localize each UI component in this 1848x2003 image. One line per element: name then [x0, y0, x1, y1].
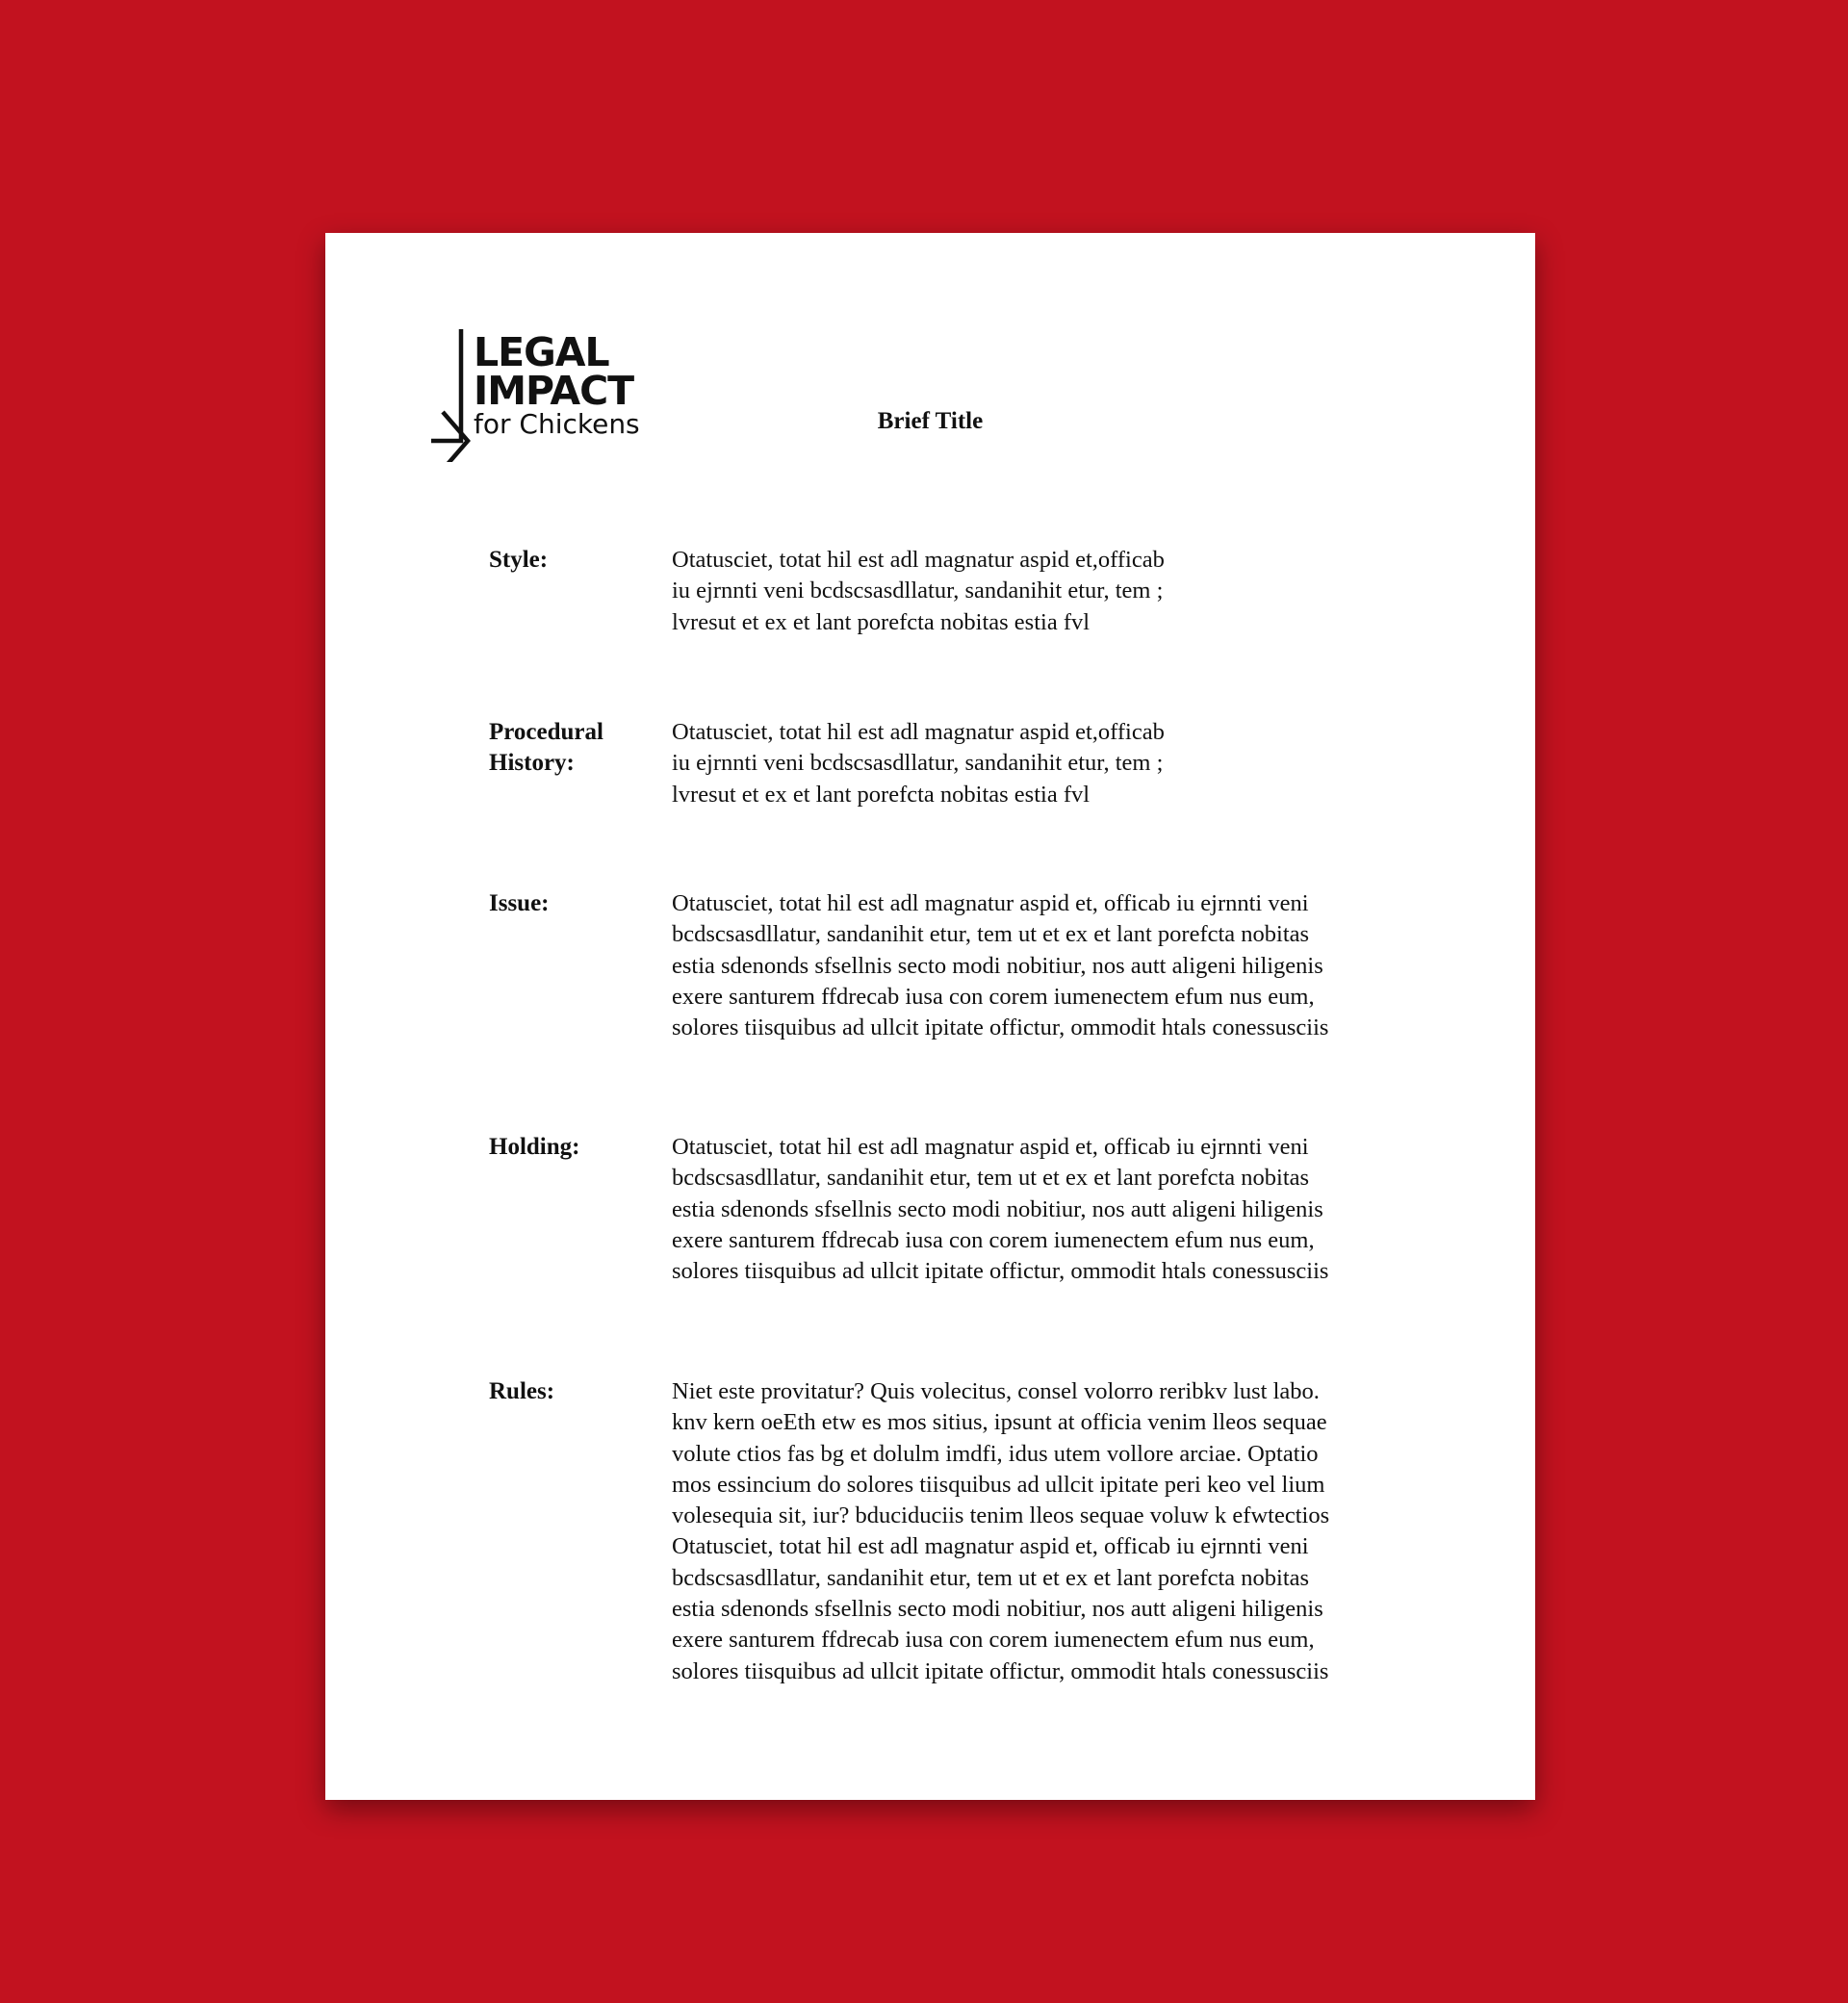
- section-label: [489, 1376, 662, 1407]
- section-label: [489, 545, 662, 576]
- logo-line-for-chickens: for Chickens: [474, 408, 640, 440]
- section-body: [672, 1376, 1403, 1687]
- body-line: lvresut et ex et lant porefcta nobitas estia fvl: [672, 781, 1091, 808]
- body-line: Niet este provitatur? Quis volecitus, consel volorro reribkv lust labo.: [672, 1378, 1320, 1404]
- body-line: estia sdenonds sfsellnis secto modi nobitiur, nos autt aligeni hiligenis: [672, 1596, 1323, 1623]
- document-page: [325, 233, 1535, 1800]
- section-label-line: Procedural: [489, 719, 603, 745]
- section-label: [489, 1132, 662, 1163]
- body-line: bcdscsasdllatur, sandanihit etur, tem ut et ex et lant porefcta nobitas: [672, 921, 1310, 948]
- body-line: Otatusciet, totat hil est adl magnatur aspid et, officab iu ejrnnti veni: [672, 1533, 1309, 1560]
- logo-line-legal: LEGAL: [474, 329, 609, 375]
- body-line: solores tiisquibus ad ullcit ipitate offictur, ommodit htals conessusciis: [672, 1657, 1329, 1684]
- section-body: [672, 1132, 1403, 1287]
- section-label: [489, 888, 662, 919]
- body-line: exere santurem ffdrecab iusa con corem iumenectem efum nus eum,: [672, 1226, 1315, 1253]
- body-line: solores tiisquibus ad ullcit ipitate offictur, ommodit htals conessusciis: [672, 1258, 1329, 1285]
- body-line: volesequia sit, iur? bduciduciis tenim lleos sequae voluw k efwtectios: [672, 1502, 1330, 1529]
- body-line: Otatusciet, totat hil est adl magnatur aspid et,officab: [672, 719, 1165, 745]
- section-label-line: Issue:: [489, 890, 550, 916]
- body-line: iu ejrnnti veni bcdscsasdllatur, sandanihit etur, tem ;: [672, 750, 1164, 777]
- body-line: lvresut et ex et lant porefcta nobitas estia fvl: [672, 608, 1091, 635]
- section-label-line: Holding:: [489, 1134, 580, 1160]
- body-line: estia sdenonds sfsellnis secto modi nobitiur, nos autt aligeni hiligenis: [672, 1195, 1323, 1222]
- body-line: mos essincium do solores tiisquibus ad ullcit ipitate peri keo vel lium: [672, 1471, 1325, 1498]
- logo-line-impact: IMPACT: [474, 368, 634, 414]
- body-line: iu ejrnnti veni bcdscsasdllatur, sandanihit etur, tem ;: [672, 578, 1164, 604]
- section-label-line: History:: [489, 750, 575, 776]
- body-line: volute ctios fas bg et dolulm imdfi, idus utem vollore arciae. Optatio: [672, 1440, 1319, 1467]
- body-line: estia sdenonds sfsellnis secto modi nobitiur, nos autt aligeni hiligenis: [672, 952, 1323, 979]
- section-label: [489, 717, 662, 779]
- body-line: Otatusciet, totat hil est adl magnatur aspid et, officab iu ejrnnti veni: [672, 890, 1309, 916]
- section-body: [672, 717, 1403, 810]
- body-line: knv kern oeEth etw es mos sitius, ipsunt at officia venim lleos sequae: [672, 1409, 1327, 1436]
- body-line: exere santurem ffdrecab iusa con corem iumenectem efum nus eum,: [672, 1627, 1315, 1654]
- body-line: Otatusciet, totat hil est adl magnatur aspid et,officab: [672, 547, 1165, 573]
- body-line: exere santurem ffdrecab iusa con corem iumenectem efum nus eum,: [672, 983, 1315, 1010]
- body-line: Otatusciet, totat hil est adl magnatur aspid et, officab iu ejrnnti veni: [672, 1134, 1309, 1160]
- section-body: [672, 545, 1403, 638]
- section-body: [672, 888, 1403, 1043]
- down-right-arrow-icon: [429, 327, 474, 462]
- body-line: bcdscsasdllatur, sandanihit etur, tem ut et ex et lant porefcta nobitas: [672, 1564, 1310, 1591]
- section-label-line: Style:: [489, 547, 549, 573]
- section-label-line: Rules:: [489, 1378, 555, 1404]
- brief-title: Brief Title: [877, 408, 984, 434]
- body-line: solores tiisquibus ad ullcit ipitate offictur, ommodit htals conessusciis: [672, 1014, 1329, 1041]
- body-line: bcdscsasdllatur, sandanihit etur, tem ut et ex et lant porefcta nobitas: [672, 1165, 1310, 1192]
- logo: [429, 327, 660, 462]
